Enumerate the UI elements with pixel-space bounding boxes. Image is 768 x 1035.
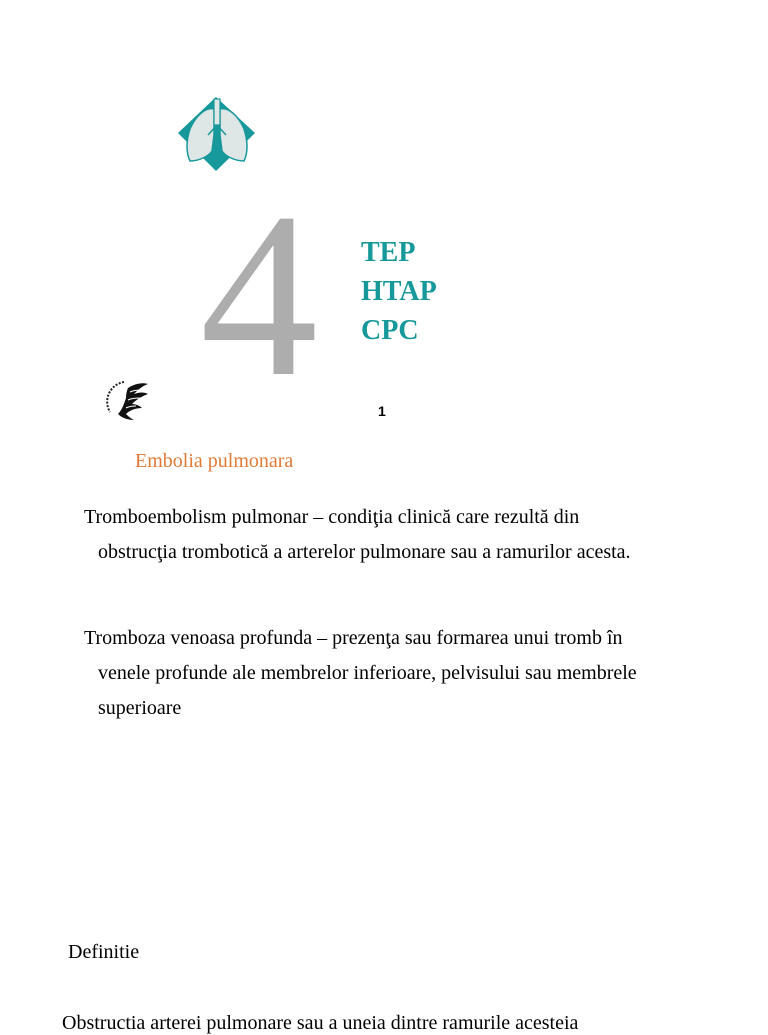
acronym-tep: TEP xyxy=(361,237,416,268)
page-number: 1 xyxy=(378,403,386,419)
paragraph-tvp-line1: Tromboza venoasa profunda – prezenţa sau formarea unui tromb în xyxy=(84,627,623,649)
definition-line: Obstructia arterei pulmonare sau a uneia dintre ramurile acesteia xyxy=(62,1012,579,1034)
definitie-heading: Definitie xyxy=(68,941,140,963)
lungs-diamond-icon xyxy=(178,95,258,173)
acronym-htap: HTAP xyxy=(361,276,437,307)
paragraph-tvp-line3: superioare xyxy=(98,697,182,719)
paragraph-tvp-line2: venele profunde ale membrelor inferioare, pelvisului sau membrele xyxy=(98,662,637,684)
chapter-number: 4 xyxy=(200,165,318,426)
hhs-eagle-icon xyxy=(104,378,152,424)
paragraph-tep-line1: Tromboembolism pulmonar – condiţia clinică care rezultă din xyxy=(84,506,580,528)
paragraph-tvp xyxy=(84,621,724,726)
paragraph-tep-line2: obstrucţia trombotică a arterelor pulmonare sau a ramurilor acesta. xyxy=(98,541,631,563)
section-title: Embolia pulmonara xyxy=(135,450,294,472)
paragraph-tep xyxy=(84,500,724,570)
acronym-cpc: CPC xyxy=(361,315,419,346)
